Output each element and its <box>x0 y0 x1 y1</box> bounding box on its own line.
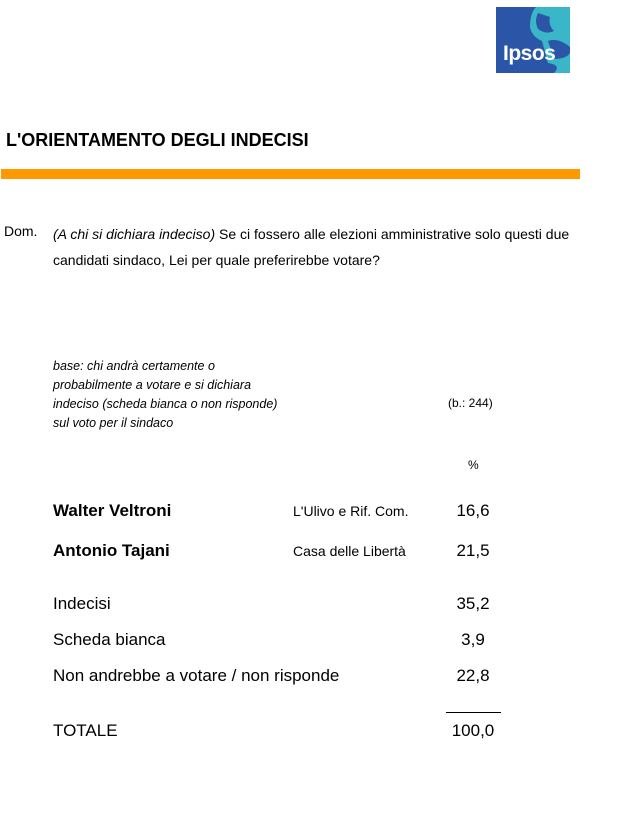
row-label-indecisi: Indecisi <box>53 594 111 613</box>
question-body: Se ci fossero alle elezioni amministrative solo questi due candidati sindaco, Lei per quale preferirebbe votare? <box>53 226 570 268</box>
candidate-party-veltroni: L'Ulivo e Rif. Com. <box>293 503 409 519</box>
question-intro: (A chi si dichiara indeciso) <box>53 226 216 242</box>
row-label-non-votare: Non andrebbe a votare / non risponde <box>53 666 340 685</box>
base-note: base: chi andrà certamente o probabilmente a votare e si dichiara indeciso (scheda bianca o non risponde) sul voto per il sindaco <box>53 359 278 430</box>
candidate-name-veltroni: Walter Veltroni <box>53 501 172 520</box>
question-label: Dom. <box>4 223 38 239</box>
percent-header: % <box>468 458 479 472</box>
total-label: TOTALE <box>53 721 118 740</box>
row-value-non-votare: 22,8 <box>456 666 490 685</box>
sample-size: (b.: 244) <box>448 396 493 410</box>
row-value-indecisi: 35,2 <box>456 594 490 613</box>
candidate-value-tajani: 21,5 <box>456 541 490 560</box>
row-value-scheda-bianca: 3,9 <box>461 630 485 649</box>
logo-text: Ipsos <box>503 42 556 65</box>
question-text <box>53 221 593 273</box>
candidate-value-veltroni: 16,6 <box>456 501 490 520</box>
page-title: L'ORIENTAMENTO DEGLI INDECISI <box>6 130 309 150</box>
total-value: 100,0 <box>451 721 495 740</box>
ipsos-logo <box>496 7 570 73</box>
candidate-name-tajani: Antonio Tajani <box>53 541 170 560</box>
title-underline <box>1 169 580 179</box>
total-rule <box>446 712 501 713</box>
row-label-scheda-bianca: Scheda bianca <box>53 630 166 649</box>
candidate-party-tajani: Casa delle Libertà <box>293 543 406 559</box>
